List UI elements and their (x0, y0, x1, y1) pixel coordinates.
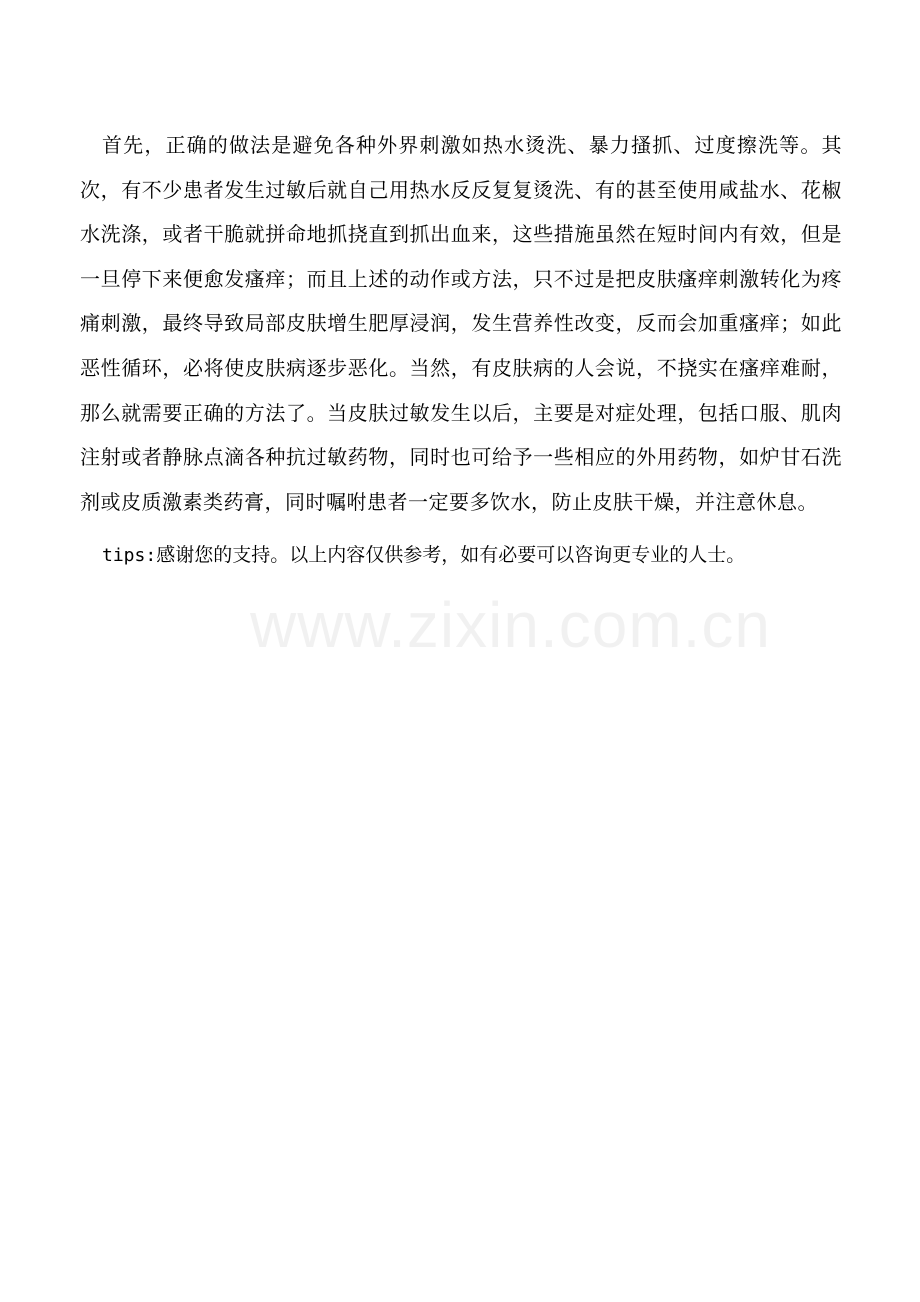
tips-line (80, 540, 842, 571)
body-paragraph: 首先，正确的做法是避免各种外界刺激如热水烫洗、暴力搔抓、过度擦洗等。其次，有不少患者发生过敏后就自己用热水反反复复烫洗、有的甚至使用咸盐水、花椒水洗涤，或者干脆就拼命地抓挠直到抓出血来，这些措施虽然在短时间内有效，但是一旦停下来便愈发瘙痒；而且上述的动作或方法，只不过是把皮肤瘙痒刺激转化为疼痛刺激，最终导致局部皮肤增生肥厚浸润，发生营养性改变，反而会加重瘙痒；如此恶性循环，必将使皮肤病逐步恶化。当然，有皮肤病的人会说，不挠实在瘙痒难耐，那么就需要正确的方法了。当皮肤过敏发生以后，主要是对症处理，包括口服、肌肉注射或者静脉点滴各种抗过敏药物，同时也可给予一些相应的外用药物，如炉甘石洗剂或皮质激素类药膏，同时嘱咐患者一定要多饮水，防止皮肤干燥，并注意休息。 (80, 133, 842, 514)
tips-text: 感谢您的支持。以上内容仅供参考，如有必要可以咨询更专业的人士。 (156, 544, 746, 567)
tips-prefix: tips: (102, 545, 157, 567)
watermark: www.zixin.com.cn (250, 589, 771, 661)
document-content (80, 123, 842, 571)
